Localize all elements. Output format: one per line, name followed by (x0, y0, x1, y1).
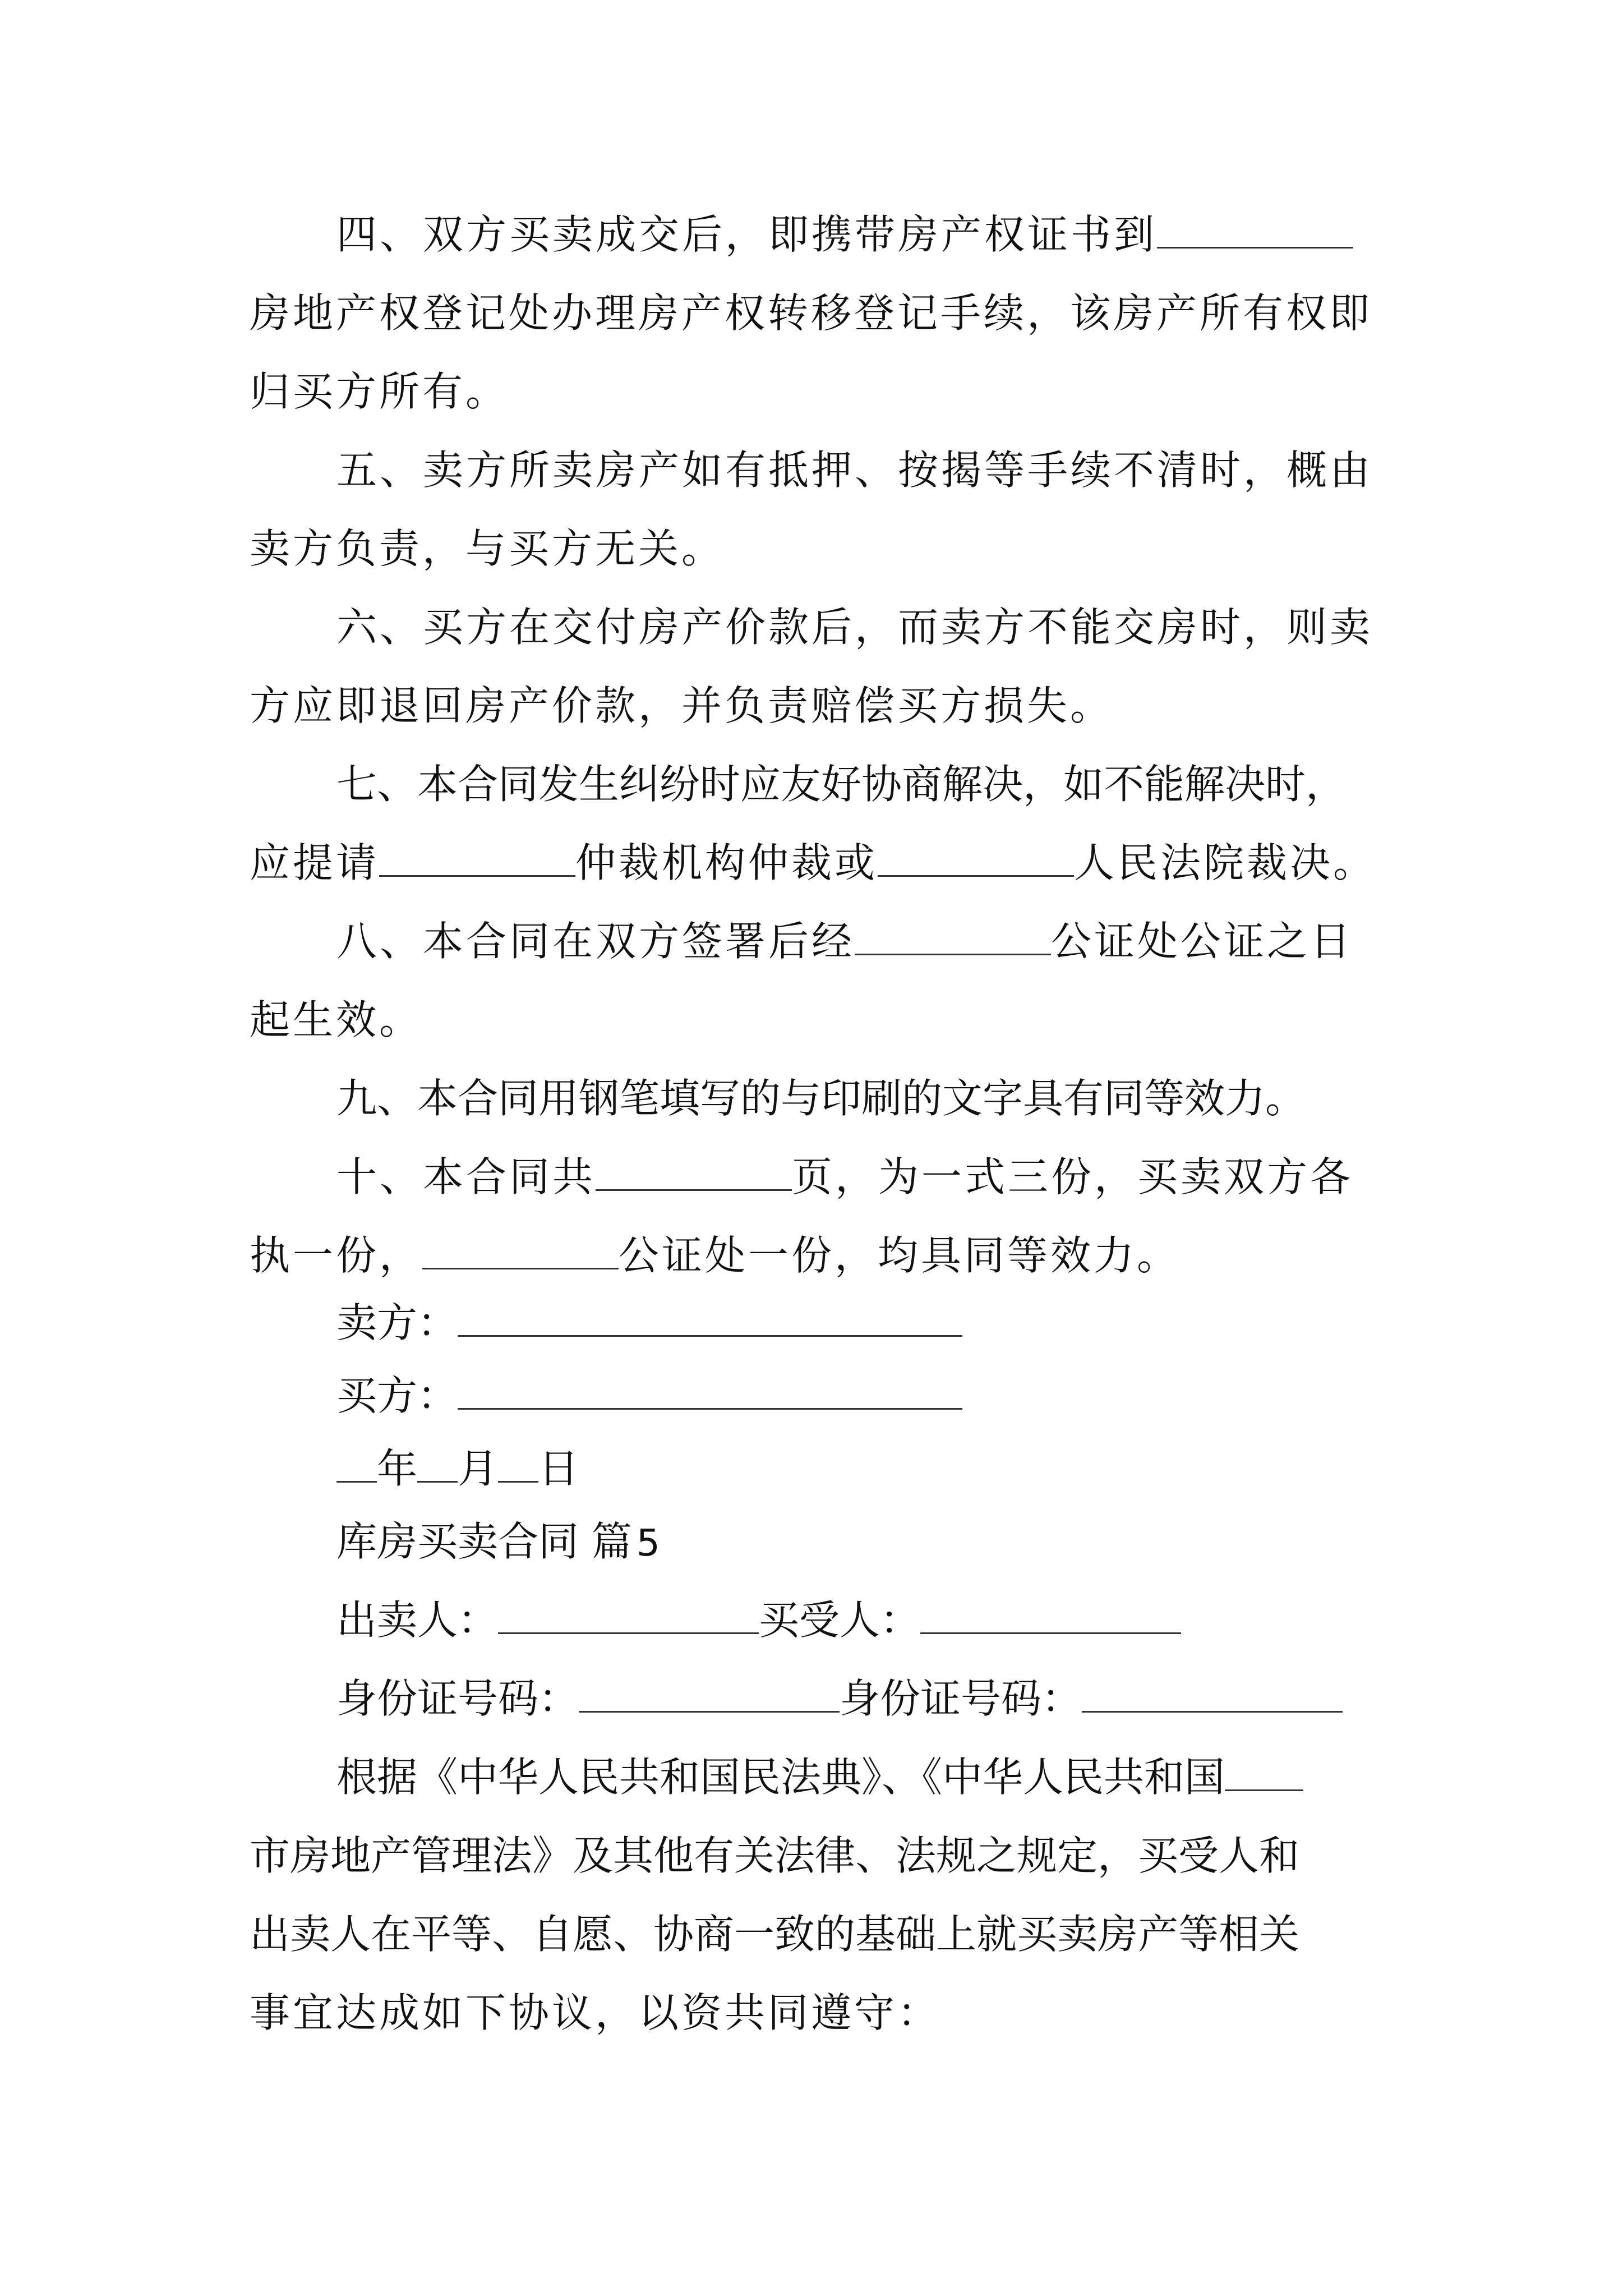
preamble-line-3 (250, 1906, 1299, 1962)
clause-text: 五、卖方所卖房产如有抵押、按揭等手续不清时，概由 (336, 447, 1373, 494)
seller-label: 卖方： (336, 1299, 458, 1346)
buyer-id-field[interactable] (1082, 1676, 1343, 1713)
year-blank[interactable] (336, 1446, 377, 1483)
clause-10-line-2 (250, 1227, 1180, 1283)
clause-text: 执一份， (250, 1232, 423, 1279)
buyer-name-label: 买受人： (759, 1596, 921, 1644)
preamble-line-4 (250, 1985, 940, 2041)
clause-text: 仲裁机构仲裁或 (575, 839, 878, 886)
buyer-label: 买方： (336, 1372, 458, 1419)
clause-text: 应提请 (250, 839, 380, 886)
clause-text: 四、双方买卖成交后，即携带房产权证书到 (336, 211, 1158, 258)
clause-7-line-2 (250, 835, 1376, 891)
clause-text: 公证处公证之日 (1051, 918, 1354, 965)
section-title-text: 库房买卖合同 篇 (336, 1518, 632, 1565)
buyer-id-label: 身份证号码： (840, 1675, 1082, 1722)
clause-text: 六、买方在交付房产价款后，而卖方不能交房时，则卖 (336, 604, 1373, 651)
clause-text: 起生效。 (250, 996, 423, 1043)
fill-blank[interactable] (1157, 212, 1353, 249)
clause-text: 七、本合同发生纠纷时应友好协商解决，如不能解决时， (336, 761, 1347, 808)
section-title (336, 1513, 660, 1571)
clause-4-line-2 (250, 285, 1372, 341)
clause-text: 方应即退回房产价款，并负责赔偿买方损失。 (250, 682, 1114, 729)
clause-text: 八、本合同在双方签署后经 (336, 918, 855, 965)
section-number: 5 (636, 1521, 660, 1565)
fill-blank[interactable] (878, 840, 1074, 877)
clause-8-line-2 (250, 992, 422, 1048)
buyer-name-field[interactable] (920, 1598, 1181, 1634)
seller-id-field[interactable] (579, 1676, 840, 1713)
clause-10-line-1 (336, 1149, 1353, 1205)
clause-text: 公证处一份，均具同等效力。 (619, 1232, 1181, 1279)
month-label: 月 (458, 1445, 499, 1492)
party-names-line (336, 1592, 1181, 1648)
seller-signature-line (336, 1295, 962, 1351)
buyer-signature-field[interactable] (458, 1373, 962, 1410)
seller-signature-field[interactable] (458, 1300, 962, 1337)
day-blank[interactable] (498, 1446, 538, 1483)
seller-name-field[interactable] (498, 1598, 759, 1634)
clause-8-line-1 (336, 913, 1353, 969)
year-label: 年 (377, 1445, 418, 1492)
clause-9-line-1 (336, 1070, 1306, 1126)
clause-6-line-2 (250, 678, 1113, 734)
id-numbers-line (336, 1671, 1343, 1727)
city-blank[interactable] (1225, 1755, 1303, 1791)
clause-text: 归买方所有。 (250, 368, 509, 415)
preamble-text: 事宜达成如下协议，以资共同遵守： (250, 1989, 941, 2036)
preamble-text: 出卖人在平等、自愿、协商一致的基础上就买卖房产等相关 (250, 1911, 1300, 1958)
preamble-text: 市房地产管理法》及其他有关法律、法规之规定，买受人和 (250, 1832, 1300, 1879)
clause-7-line-1 (336, 756, 1346, 812)
clause-6-line-1 (336, 599, 1373, 655)
fill-blank[interactable] (855, 919, 1051, 955)
buyer-signature-line (336, 1368, 962, 1424)
clause-5-line-2 (250, 521, 725, 577)
day-label: 日 (538, 1445, 579, 1492)
clause-text: 十、本合同共 (336, 1153, 596, 1200)
clause-4-line-3 (250, 364, 509, 420)
seller-name-label: 出卖人： (336, 1596, 499, 1644)
fill-blank[interactable] (422, 1233, 619, 1269)
clause-text: 房地产权登记处办理房产权转移登记手续，该房产所有权即 (250, 289, 1373, 337)
preamble-line-1 (336, 1749, 1303, 1805)
clause-4-line-1 (336, 206, 1353, 263)
seller-id-label: 身份证号码： (336, 1675, 579, 1722)
preamble-text: 根据《中华人民共和国民法典》、《中华人民共和国 (336, 1754, 1225, 1801)
clause-text: 九、本合同用钢笔填写的与印刷的文字具有同等效力。 (336, 1075, 1306, 1122)
clause-text: 页，为一式三份，买卖双方各 (792, 1153, 1354, 1200)
fill-blank[interactable] (596, 1154, 792, 1191)
month-blank[interactable] (417, 1446, 458, 1483)
preamble-line-2 (250, 1828, 1299, 1884)
clause-text: 卖方负责，与买方无关。 (250, 525, 725, 572)
clause-text: 人民法院裁决。 (1074, 839, 1377, 886)
clause-5-line-1 (336, 442, 1373, 498)
fill-blank[interactable] (379, 840, 575, 877)
date-line (336, 1441, 579, 1497)
